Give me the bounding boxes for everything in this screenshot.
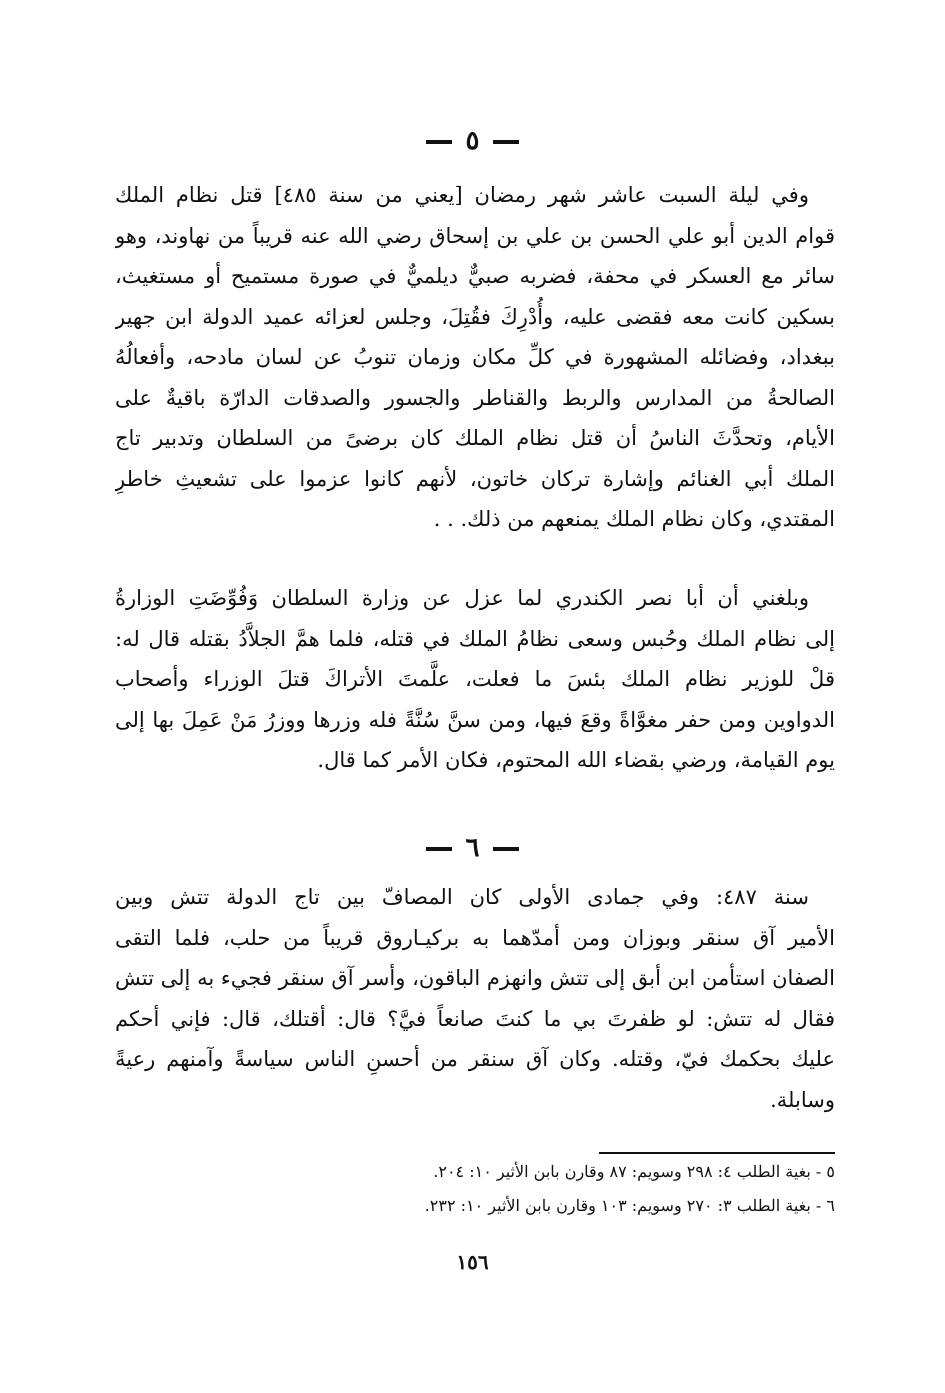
- text-line: الملك أبي الغنائم وإشارة تركان خاتون، لأنهم كانوا عزموا على تشعيثِ خاطرِ: [115, 466, 835, 491]
- text-line: قوام الدين أبو علي الحسن بن علي بن إسحاق رضي الله عنه قريباً من نهاوند، وهو: [115, 223, 835, 248]
- section-5-paragraph-2: [115, 578, 835, 781]
- text-line: يوم القيامة، ورضي بقضاء الله المحتوم، فكان الأمر كما قال.: [317, 748, 835, 772]
- text-line: الصالحةُ من المدارس والربط والقناطر والجسور والصدقات الدارّة باقيةٌ على: [115, 385, 835, 410]
- text-line: فقال له تتش: لو ظفرتَ بي ما كنتَ صانعاً فيَّ؟ قال: أقتلك، قال: فإني أحكم: [115, 1006, 835, 1031]
- footnote-divider: [599, 1152, 835, 1154]
- footnotes: [115, 1155, 835, 1223]
- text-line: ببغداد، وفضائله المشهورة في كلِّ مكان وزمان تنوبُ عن لسان مادحه، وأفعالُهُ: [115, 345, 835, 369]
- section-heading-5: [0, 125, 945, 157]
- text-line: سنة ٤٨٧: وفي جمادى الأولى كان المصافّ بين تاج الدولة تتش وبين: [115, 885, 809, 909]
- text-line: المقتدي، وكان نظام الملك يمنعهم من ذلك. . .: [433, 507, 835, 531]
- footnote-6: ٦ - بغية الطلب ٣: ٢٧٠ وسويم: ١٠٣ وقارن بابن الأثير ١٠: ٢٣٢.: [424, 1196, 835, 1215]
- text-line: قلْ للوزير نظام الملك بئسَ ما فعلت، علَّمتَ الأتراكَ قتلَ الوزراء وأصحاب: [115, 667, 835, 691]
- heading-dash: [426, 847, 452, 851]
- text-line: سائر مع العسكر في محفة، فضربه صبيٌّ ديلميٌّ في صورة مستميح أو مستغيث،: [115, 264, 835, 288]
- page-number: ١٥٦: [456, 1250, 489, 1274]
- text-line: إلى نظام الملك وحُبس وسعى نظامُ الملك في قتله، فلما همَّ الجلاَّدُ بقتله قال له:: [115, 626, 835, 651]
- text-line: الدواوين ومن حفر مغوَّاةً وقعَ فيها، ومن سنَّ سُنَّةً فله وزرها ووزرُ مَنْ عَمِلَ بها إلى: [115, 707, 835, 732]
- heading-dash: [426, 140, 452, 144]
- section-number-5: ٥: [465, 126, 480, 156]
- section-number-6: ٦: [465, 833, 480, 863]
- section-5-paragraph-1: [115, 175, 835, 540]
- text-line: وسابلة.: [770, 1087, 835, 1112]
- text-line: الأمير آق سنقر وبوزان ومن أمدّهما به بركيـاروق قريباً من حلب، فلما التقى: [115, 925, 835, 950]
- text-line: الأيام، وتحدَّثَ الناسُ أن قتل نظام الملك كان برضىً من السلطان وتدبير تاج: [115, 426, 835, 450]
- text-line: عليك بحكمك فيّ، وقتله. وكان آق سنقر من أحسنِ الناس سياسةً وآمنهم رعيةً: [115, 1047, 835, 1071]
- section-heading-6: [0, 832, 945, 864]
- text-line: وفي ليلة السبت عاشر شهر رمضان [يعني من سنة ٤٨٥] قتل نظام الملك: [115, 183, 809, 207]
- footnote-5: ٥ - بغية الطلب ٤: ٢٩٨ وسويم: ٨٧ وقارن بابن الأثير ١٠: ٢٠٤.: [433, 1162, 835, 1181]
- heading-dash: [493, 847, 519, 851]
- heading-dash: [493, 140, 519, 144]
- section-6-paragraph-1: [115, 877, 835, 1120]
- text-line: الصفان استأمن ابن أبق إلى تتش وانهزم الباقون، وأسر آق سنقر فجيء به إلى تتش: [115, 966, 835, 990]
- text-line: بسكين كانت معه فقضى عليه، وأُدْرِكَ فقُتِلَ، وجلس لعزائه عميد الدولة ابن جهير: [115, 304, 835, 329]
- text-line: وبلغني أن أبا نصر الكندري لما عزل عن وزارة السلطان وَفُوِّضَتِ الوزارةُ: [115, 586, 809, 610]
